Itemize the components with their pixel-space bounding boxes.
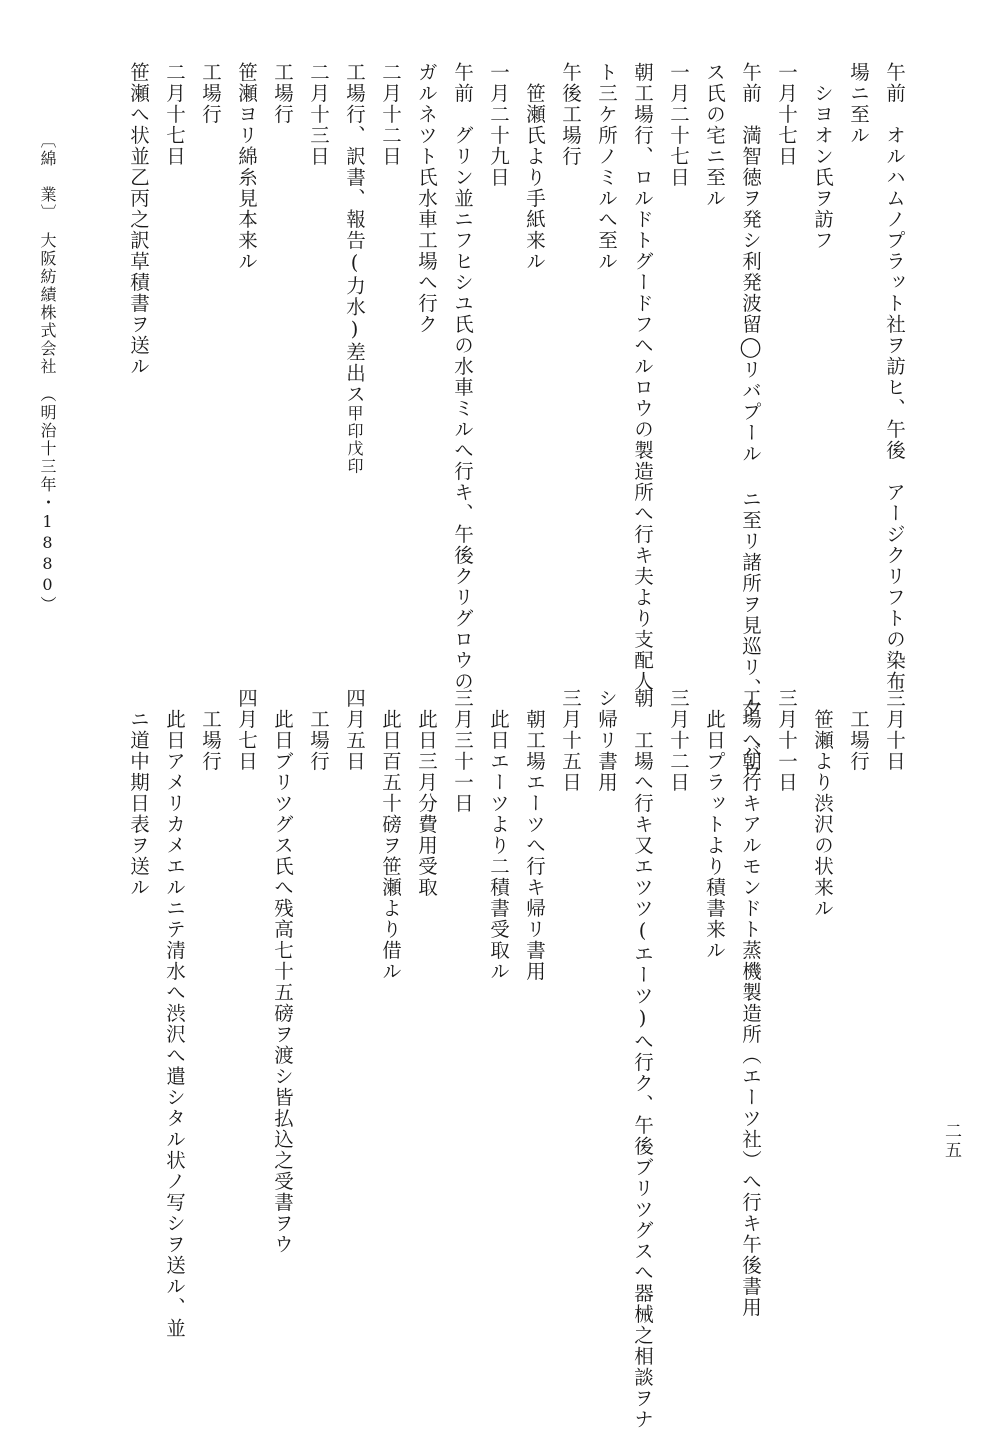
date-heading: 三月十一日 — [775, 688, 798, 793]
text-column: 工場行 — [271, 62, 294, 125]
date-heading: 一月二十九日 — [487, 62, 510, 188]
text-column: 午前 満智徳ヲ発シ利発波留◯リバプール ニ至リ諸所ヲ見巡リ、夕 バウ — [739, 62, 762, 783]
text-column: 午後工場行 — [559, 62, 582, 167]
text-column: 此日アメリカメエルニテ清水へ渋沢へ遣シタル状ノ写シヲ送ル、並 — [163, 688, 186, 1339]
text-column: 場ニ至ル — [847, 62, 870, 146]
text-column: 笹瀬氏より手紙来ル — [523, 62, 546, 272]
date-heading: 二月十二日 — [379, 62, 402, 167]
text-column: ス氏の宅ニ至ル — [703, 62, 726, 209]
date-heading: 四月五日 — [343, 688, 366, 772]
date-heading: 一月十七日 — [775, 62, 798, 167]
footer-company: 大阪紡績株式会社 — [38, 232, 57, 376]
text-column: 笹瀬より渋沢の状来ル — [811, 688, 834, 919]
text-column: 工場行 — [199, 688, 222, 772]
text-column: 朝 工場へ行キ又エツツ(エーツ)へ行ク、午後ブリツグスへ器械之相談ヲナ — [631, 688, 654, 1430]
text-column: 此日ブリツグス氏へ残高七十五磅ヲ渡シ皆払込之受書ヲウ — [271, 688, 294, 1255]
date-heading: 三月十二日 — [667, 688, 690, 793]
date-heading: 二月十七日 — [163, 62, 186, 167]
annotation-bo-in: 戊印 — [345, 440, 364, 475]
text-column: 工場行 — [847, 688, 870, 772]
date-heading: 三月三十一日 — [451, 688, 474, 814]
date-heading: 三月十日 — [883, 688, 906, 772]
text-column — [336, 62, 372, 662]
page-number: 二五 — [941, 1122, 961, 1160]
diary-section-bottom — [120, 688, 912, 1430]
line-text: 工場行、訳書、報告(力水)差出ス — [343, 62, 366, 405]
text-column: ト三ケ所ノミルへ至ル — [595, 62, 618, 272]
text-column: 朝工場エーツへ行キ帰リ書用 — [523, 688, 546, 982]
footer-caption — [36, 132, 59, 614]
text-column: 此日三月分費用受取 — [415, 688, 438, 898]
text-column: 此日百五十磅ヲ笹瀬より借ル — [379, 688, 402, 982]
date-heading: 四月七日 — [235, 688, 258, 772]
text-column: 工場行 — [307, 688, 330, 772]
text-column: 午前 グリン並ニフヒシユ氏の水車ミルへ行キ、午後クリグロウの — [451, 62, 474, 692]
text-column: 朝工場行、ロルドトグードフヘルロウの製造所へ行キ夫より支配人 — [631, 62, 654, 692]
text-column: 笹瀬へ状並乙丙之訳草積書ヲ送ル — [127, 62, 150, 377]
text-column: 此日エーツより二積書受取ル — [487, 688, 510, 982]
text-column: ニ道中期日表ヲ送ル — [127, 688, 150, 898]
text-column: 此日プラットより積書来ル — [703, 688, 726, 961]
text-column: シ帰リ書用 — [595, 688, 618, 793]
annotation-kou-in: 甲印 — [345, 405, 364, 440]
date-heading: 二月十三日 — [307, 62, 330, 167]
text-column: 午前 オルハムノプラット社ヲ訪ヒ、午後 アージクリフトの染布 — [883, 62, 906, 692]
footer-category: 〔綿 業〕 — [38, 132, 57, 214]
text-column: ガルネツト氏水車工場へ行ク — [415, 62, 438, 335]
text-column: 笹瀬ヨリ綿糸見本来ル — [235, 62, 258, 272]
text-column: シヨオン氏ヲ訪フ — [811, 62, 834, 251]
text-column: 工場へ朝行キアルモンドト蒸機製造所（エーツ社）へ行キ午後書用 — [739, 688, 762, 1318]
footer-era: （明治十三年・1880） — [38, 394, 57, 614]
date-heading: 三月十五日 — [559, 688, 582, 793]
date-heading: 一月二十七日 — [667, 62, 690, 188]
text-column: 工場行 — [199, 62, 222, 125]
